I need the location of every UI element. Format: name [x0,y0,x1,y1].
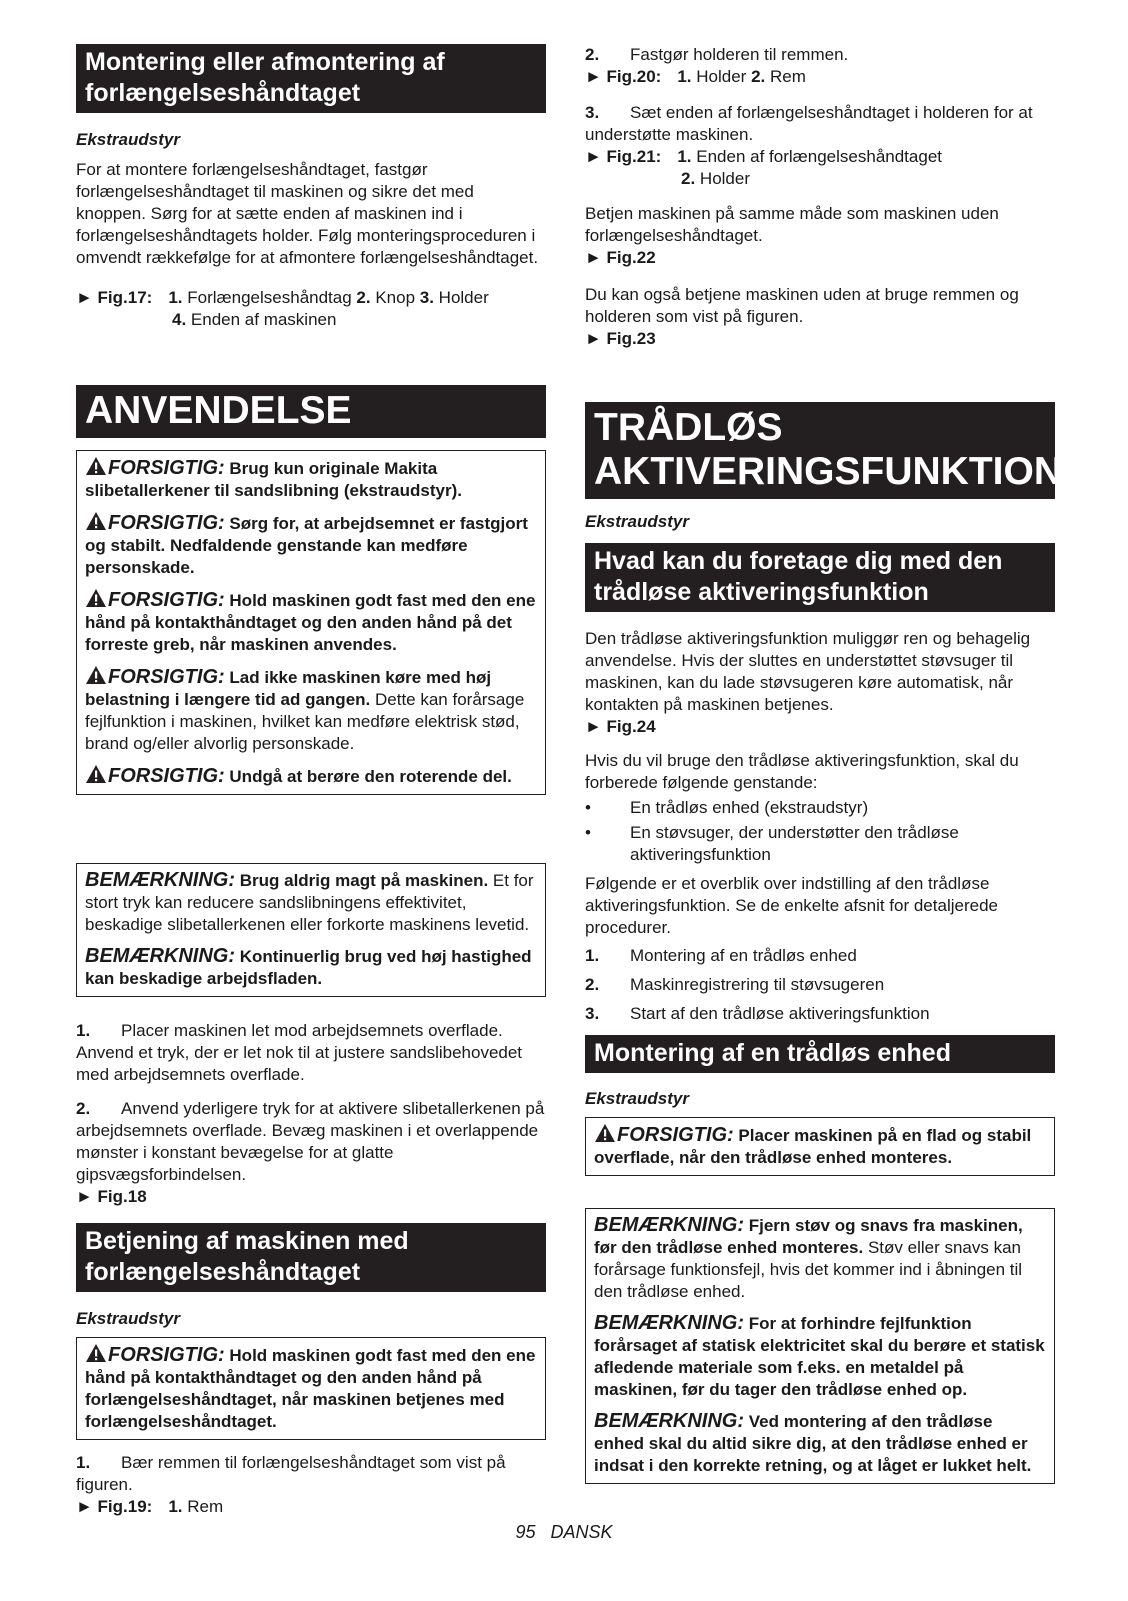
caution-text: Hold maskinen godt fast med den ene hånd på kontakthåndtaget og den anden hånd på forlængelseshåndtaget, når maskinen betjenes med forlængelseshåndtaget. [85,1346,536,1431]
paragraph-text: Du kan også betjene maskinen uden at bruge remmen og holderen som vist på figuren. [585,285,1019,326]
overview-paragraph: Følgende er et overblik over indstilling af den trådløse aktiveringsfunktion. Se de enkelte afsnit for detaljerede procedurer. [585,874,998,937]
list-item [585,797,1055,819]
section-heading-operation: Betjening af maskinen med forlængelseshåndtaget [76,1223,546,1292]
note-item [594,1312,1045,1401]
optional-accessory-label: Ekstraudstyr [76,130,180,149]
caution-label: FORSIGTIG: [617,1124,734,1146]
fig21-part: Enden af forlængelseshåndtaget [691,147,942,166]
note-label: BEMÆRKNING: [85,945,235,967]
fig17-part: Knop [370,288,420,307]
paragraph-text: Betjen maskinen på samme måde som maskinen uden forlængelseshåndtaget. [585,204,999,245]
step-text: Bær remmen til forlængelseshåndtaget som vist på figuren. [76,1453,506,1494]
step-text: Sæt enden af forlængelseshåndtaget i holderen for at understøtte maskinen. [585,103,1033,144]
caution-label: FORSIGTIG: [108,1344,225,1366]
section-heading-what-can-you-do: Hvad kan du foretage dig med den trådløse aktiveringsfunktion [585,543,1055,612]
section-heading-mounting: Montering eller afmontering af forlængelseshåndtaget [76,44,546,113]
optional-accessory-label: Ekstraudstyr [76,1309,180,1328]
caution-item [85,665,536,755]
fig19-ref: ► Fig.19: [76,1497,153,1516]
caution-text: Sørg for, at arbejdsemnet er fastgjort og stabilt. Nedfaldende genstande kan medføre personskade. [85,514,528,577]
fig20-num: 2. [751,67,766,86]
caution-item [85,1343,536,1433]
fig19-num: 1. [168,1497,183,1516]
note-box [585,1208,1055,1484]
step-2 [76,1098,546,1208]
step-text: Placer maskinen let mod arbejdsemnets overflade. Anvend et tryk, der er let nok til at justere sandslibehovedet med arbejdsemnets overflade. [76,1021,523,1084]
fig20-num: 1. [677,67,692,86]
paragraph-text: Den trådløse aktiveringsfunktion muliggør ren og behagelig anvendelse. Hvis der sluttes en understøttet støvsuger til maskinen, kan du lade støvsugeren køre automatisk, når kontakten på maskinen betjenes. [585,629,1031,714]
warning-triangle-icon [85,665,107,685]
wireless-intro-paragraph [585,628,1055,738]
note-item [594,1410,1045,1477]
list-item [585,974,1055,996]
fig17-ref: ► Fig.17: [76,288,153,307]
caution-text: Brug kun originale Makita slibetallerkener til sandslibning (ekstraudstyr). [85,459,462,500]
fig21-num: 2. [681,169,696,188]
note-label: BEMÆRKNING: [85,869,235,891]
fig23-ref: ► Fig.23 [585,329,656,348]
step-number: 3. [585,1004,600,1023]
warning-triangle-icon [594,1123,616,1143]
fig17-part: Forlængelseshåndtag [182,288,357,307]
fig20-part: Rem [765,67,806,86]
prepare-paragraph: Hvis du vil bruge den trådløse aktiveringsfunktion, skal du forberede følgende genstande: [585,751,1019,792]
footer-language: DANSK [550,1522,613,1542]
fig24-ref: ► Fig.24 [585,717,656,736]
note-item [85,869,536,936]
mounting-paragraph: For at montere forlængelseshåndtaget, fastgør forlængelseshåndtaget til maskinen og sikre det med knoppen. Sørg for at sætte enden af maskinen ind i forlængelseshåndtagets holder. Følg monteringsproceduren i omvendt rækkefølge for at afmontere forlængelseshåndtaget. [76,160,539,267]
step-text: Anvend yderligere tryk for at aktivere slibetallerkenen på arbejdsemnets overflade. Bevæg maskinen i et overlappende mønster i konstant bevægelse for at glatte gipsvægsforbindelsen. [76,1099,545,1184]
caution-item [85,764,536,788]
step-number: 2. [76,1099,91,1118]
step-text: Montering af en trådløs enhed [630,946,857,965]
step-number: 1. [76,1453,91,1472]
optional-accessory-label: Ekstraudstyr [585,1089,689,1108]
step-number: 2. [585,45,600,64]
note-text: Støv eller snavs kan forårsage funktionsfejl, hvis det kommer ind i åbningen til den trådløse enhed. [594,1238,1023,1301]
note-text: Fjern støv og snavs fra maskinen, før den trådløse enhed monteres. [594,1216,1023,1257]
page-number: 95 [515,1522,536,1542]
step-text: Maskinregistrering til støvsugeren [630,975,885,994]
chapter-heading-line: TRÅDLØS [594,406,783,449]
fig22-ref: ► Fig.22 [585,248,656,267]
note-box [76,863,546,997]
bullet-text: En støvsuger, der understøtter den trådløse aktiveringsfunktion [630,823,959,864]
step-number: 1. [76,1021,91,1040]
step-text: Start af den trådløse aktiveringsfunktion [630,1004,930,1023]
note-item [85,945,536,990]
bullet-dot: • [585,823,591,842]
warning-triangle-icon [85,588,107,608]
fig17-part: Enden af maskinen [186,310,337,329]
caution-label: FORSIGTIG: [108,512,225,534]
caution-text: Undgå at berøre den roterende del. [229,767,512,786]
caution-text: Placer maskinen på en flad og stabil overflade, når den trådløse enhed monteres. [594,1126,1032,1167]
caution-text: Hold maskinen godt fast med den ene hånd på kontakthåndtaget og den anden hånd på det forreste greb, når maskinen anvendes. [85,591,536,654]
step-number: 1. [585,946,600,965]
right-step-3 [585,102,1055,190]
caution-box [76,450,546,795]
caution-label: FORSIGTIG: [108,589,225,611]
bullet-dot: • [585,798,591,817]
overview-steps [585,945,1055,1025]
optional-accessory-label: Ekstraudstyr [585,512,689,531]
operation-step-1 [76,1452,546,1518]
caution-item [594,1123,1045,1169]
note-text: For at forhindre fejlfunktion forårsaget af statisk elektricitet skal du berøre et statisk afledende materiale som f.eks. en metaldel på maskinen, før du tager den trådløse enhed op. [594,1314,1045,1399]
fig20-part: Holder [691,67,752,86]
note-text: Ved montering af den trådløse enhed skal du altid sikre dig, at den trådløse enhed er indsat i den korrekte retning, og at låget er lukket helt. [594,1412,1032,1475]
chapter-heading-wireless [585,402,1062,499]
fig17-part: Holder [433,288,489,307]
note-item [594,1214,1045,1303]
fig17-num: 3. [419,288,434,307]
note-label: BEMÆRKNING: [594,1312,744,1334]
fig17-num: 4. [172,310,187,329]
section-heading-mount-wireless: Montering af en trådløs enhed [585,1035,1055,1073]
fig17-caption [76,287,546,331]
warning-triangle-icon [85,764,107,784]
note-label: BEMÆRKNING: [594,1214,744,1236]
caution-item [85,511,536,579]
list-item [585,1003,1055,1025]
bullet-text: En trådløs enhed (ekstraudstyr) [630,798,869,817]
warning-triangle-icon [85,456,107,476]
step-number: 3. [585,103,600,122]
operate-paragraph [585,203,1055,269]
note-text: Et for stort tryk kan reducere sandslibningens effektivitet, beskadige slibetallerkenen eller forkorte maskinens levetid. [85,871,534,934]
caution-text: Lad ikke maskinen køre med høj belastning i længere tid ad gangen. [85,668,492,709]
step-text: Fastgør holderen til remmen. [630,45,849,64]
caution-item [85,588,536,656]
chapter-heading-line: AKTIVERINGSFUNKTION [594,450,1062,493]
list-item [585,945,1055,967]
note-label: BEMÆRKNING: [594,1410,744,1432]
right-step-2 [585,44,1055,88]
without-strap-paragraph [585,284,1055,350]
fig18-ref: ► Fig.18 [76,1187,147,1206]
fig20-ref: ► Fig.20: [585,67,662,86]
list-item [585,822,1055,866]
warning-triangle-icon [85,1343,107,1363]
page-footer [0,1521,1128,1543]
note-text: Brug aldrig magt på maskinen. [239,871,489,890]
caution-label: FORSIGTIG: [108,457,225,479]
caution-box [585,1117,1055,1176]
fig21-part: Holder [695,169,750,188]
caution-item [85,456,536,502]
chapter-heading-anvendelse: ANVENDELSE [76,385,546,438]
fig17-num: 2. [356,288,371,307]
caution-label: FORSIGTIG: [108,765,225,787]
fig21-ref: ► Fig.21: [585,147,662,166]
caution-text: Dette kan forårsage fejlfunktion i maskinen, hvilket kan medføre elektrisk stød, brand og/eller alvorlig personskade. [85,690,525,753]
step-number: 2. [585,975,600,994]
caution-label: FORSIGTIG: [108,666,225,688]
fig19-part: Rem [182,1497,224,1516]
fig21-num: 1. [677,147,692,166]
prepare-bullet-list [585,797,1055,866]
caution-box [76,1337,546,1440]
step-1 [76,1020,546,1086]
fig17-num: 1. [168,288,183,307]
warning-triangle-icon [85,511,107,531]
note-text: Kontinuerlig brug ved høj hastighed kan beskadige arbejdsfladen. [85,947,532,988]
